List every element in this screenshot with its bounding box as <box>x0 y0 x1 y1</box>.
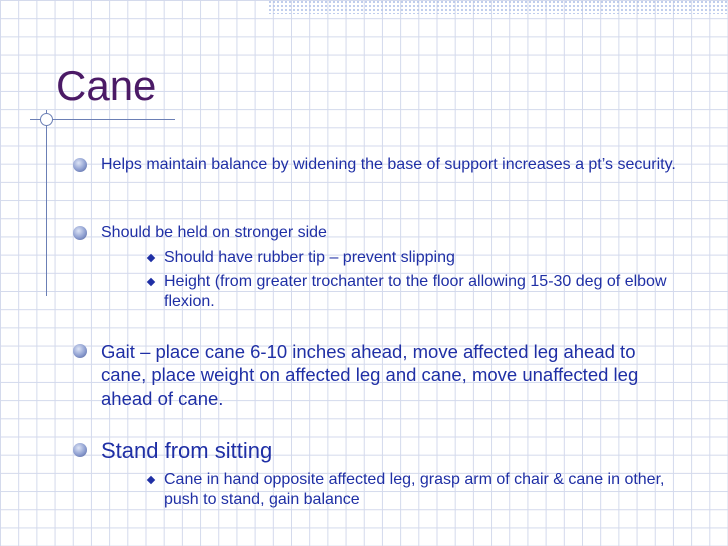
sub-bullet-icon <box>147 254 155 262</box>
sub-bullet-item: Cane in hand opposite affected leg, grasp arm of chair & cane in other, push to stand, gain balance <box>164 471 665 509</box>
sub-bullet-icon <box>147 278 155 286</box>
sub-bullet-item: Height (from greater trochanter to the floor allowing 15-30 deg of elbow flexion. <box>164 273 667 311</box>
bullet-icon <box>73 226 87 240</box>
dotted-header-band <box>268 0 728 14</box>
bullet-item: Helps maintain balance by widening the base of support increases a pt’s security. <box>101 156 676 173</box>
rule-circle-ornament <box>40 113 53 126</box>
slide-title: Cane <box>56 62 157 109</box>
bullet-item: Stand from sitting <box>101 438 273 463</box>
vertical-rule <box>46 110 47 296</box>
bullet-icon <box>73 443 87 457</box>
bullet-item: Gait – place cane 6-10 inches ahead, move affected leg ahead to cane, place weight on affected leg and cane, move unaffected leg ahead of cane. <box>101 341 639 409</box>
sub-bullet-icon <box>147 476 155 484</box>
sub-bullet-item: Should have rubber tip – prevent slipping <box>164 249 455 266</box>
bullet-icon <box>73 158 87 172</box>
bullet-icon <box>73 344 87 358</box>
bullet-item: Should be held on stronger side <box>101 224 327 241</box>
